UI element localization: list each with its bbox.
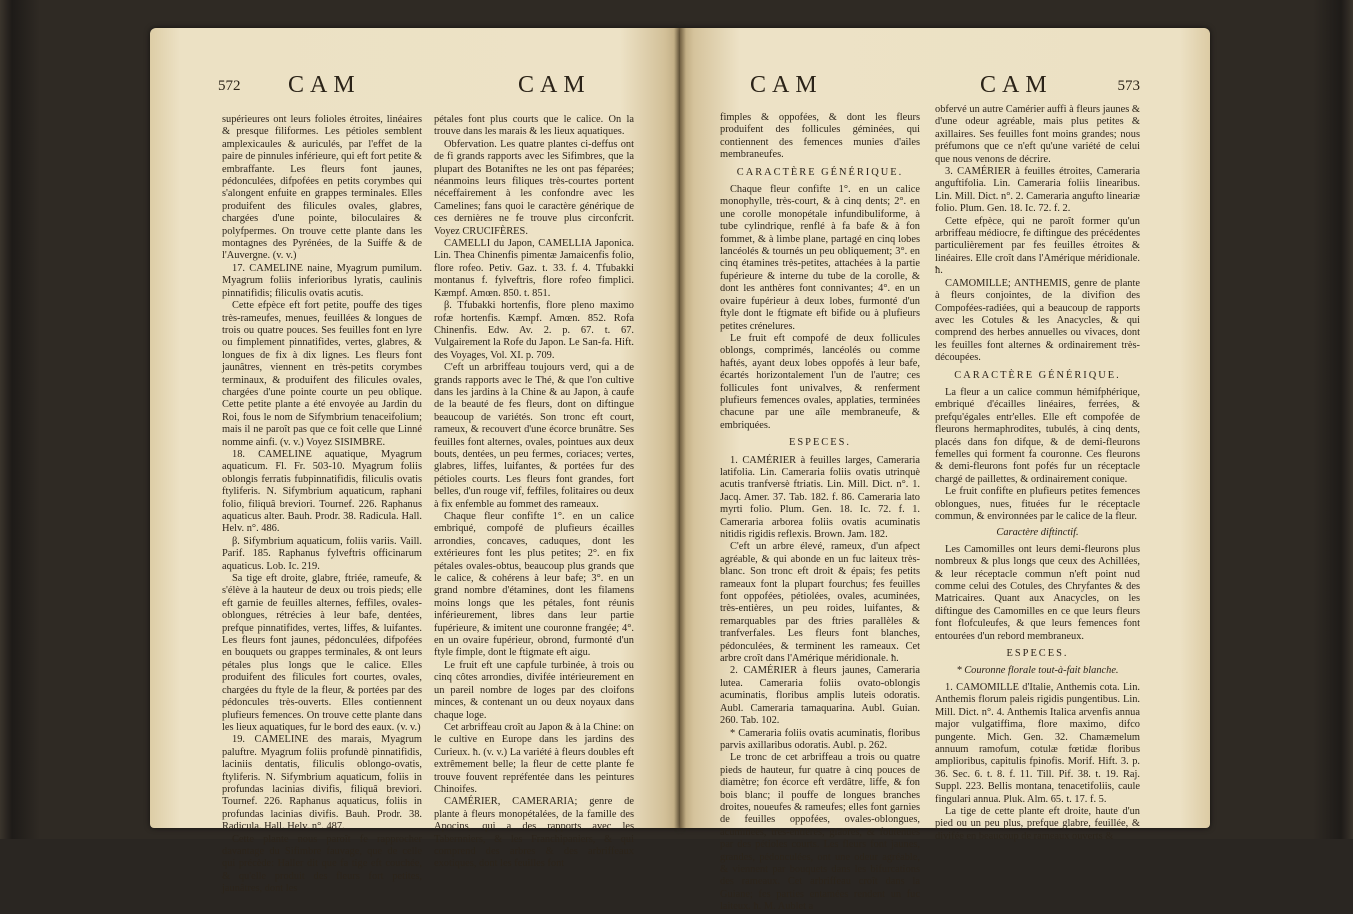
species-entry: 1. CAMÉRIER à feuilles larges, Cameraria latifolia. Lin. Cameraria foliis ovatis utrinquè acutis tranfversè ftriatis. Lin. Mill. Dict. n°. 1. Jacq. Amer. 37. Tab. 182. f. 86. Cameraria lato myrti folio. Plum. Gen. 18. Ic. 72. f. 1. Cameraria arborea foliis ovatis acuminatis nitidis rigidis reflexis. Brown. Jam. 182.	[720, 454, 920, 540]
section-title: CARACTÈRE GÉNÉRIQUE.	[736, 166, 904, 178]
species-entry: 17. CAMELINE naine, Myagrum pumilum. Myagrum foliis inferioribus lyratis, caulinis pinnatifidis; filiculis ovatis acutis.	[222, 262, 422, 299]
genus-entry: CAMOMILLE; ANTHEMIS, genre de plante à fleurs conjointes, de la divifion des Compofées-radiées, qui a beaucoup de rapports avec les Cotules & les Anacycles, & qui comprend des herbes annuelles ou vivaces, dont les feuilles font alternes & ordinairement très-découpées.	[935, 277, 1140, 364]
text-paragraph: obfervé un autre Camérier auffi à fleurs jaunes & d'une odeur agréable, mais plus petites & axillaires. Ses feuilles font moins grandes; nous préfumons que ce n'eft qu'une variété de celui que nous venons de décrire.	[935, 104, 1140, 165]
left-page-number: 572	[218, 78, 241, 94]
species-entry: 3. CAMÉRIER à feuilles étroites, Cameraria anguftifolia. Lin. Cameraria foliis linearibus. Lin. Mill. Dict. n°. 2. Cameraria angufto lineariæ folio. Plum. Gen. 18. Ic. 72. f. 2.	[935, 166, 1140, 215]
text-paragraph: Cette efpèce eft fort petite, pouffe des tiges très-rameufes, menues, feuillées & longues de trois ou quatre pouces. Ses feuilles font en lyre ou fimplement pinnatifides, vertes, glabres, & longues de fix à dix lignes. Les fleurs font jaunâtres, viennent en très-petits corymbes terminaux, & produifent des filicules ovales, chargées d'une pointe courte un peu oblique. Cette petite plante a été envoyée au Jardin du Roi, fous le nom de Sifymbrium tenaceifolium; mais il ne paroît pas que ce foit celle que Linné nomme ainfi. (v. v.) Voyez SISIMBRE.	[222, 300, 422, 448]
section-title: ESPECES.	[1006, 648, 1069, 660]
text-paragraph: C'eft un arbre élevé, rameux, d'un afpect agréable, & qui abonde en un fuc laiteux très-blanc. Son tronc eft droit & épais; fes petits rameaux font la plupart fourchus; fes feuilles font oppofées, pétiolées, ovales, acuminées, très-entières, un peu roides, luifantes, & remarquables par des ftries parallèles & tranfverfales. Les fleurs font blanches, pédonculées, & terminent les rameaux. Cet arbre croît dans l'Amérique méridionale. ħ.	[720, 541, 920, 665]
right-page-number: 573	[1117, 78, 1140, 94]
text-paragraph: Le tronc de cet arbriffeau a trois ou quatre pieds de hauteur, fur quatre à cinq pouces de diamètre; fon écorce eft verdâtre, liffe, & fon bois blanc; il pouffe de longues branches droites, noueufes & rameufes; elles font garnies de feuilles oppofées, ovales-oblongues, acuminées, très-entières, glabres, & foutenues par des pétioles courts. Les fleurs font jaunes, grandes, pédonculées, ont une odeur agréable, & viennent par bouquets dans les bifurcations des rameaux. Cet arbriffeau croît dans la Guiane; fes parties entamées rendent un fuc laiteux. ħ. M. Aublet a	[720, 752, 920, 913]
text-paragraph: La fleur a un calice commun hémifphérique, embriqué d'écailles linéaires, ferrées, & prefqu'égales entr'elles. Elle eft compofée de fleurons hermaphrodites, tubulés, à cinq dents, placés dans fon difque, & de demi-fleurons femelles qui forment fa couronne. Ces fleurons & demi-fleurons font pofés fur un réceptacle chargé de paillettes, & ordinairement conique.	[935, 386, 1140, 485]
species-entry: 19. CAMELINE des marais, Myagrum paluftre. Myagrum foliis profundè pinnatifidis, laciniis dentatis, filiculis oblongo-ovatis, ftyliferis. N. Sifymbrium aquaticum, foliis in profundas lacinias divifis, filiquâ breviori. Tournef. 226. Raphanus aquaticus, foliis in profundas lacinias divifis. Bauh. Prodr. 38. Radicula. Hall. Helv. n°. 487.	[222, 734, 422, 833]
text-paragraph: C'eft un arbriffeau toujours verd, qui a de grands rapports avec le Thé, & que l'on cultive dans les jardins à la Chine & au Japon, à caufe de la beauté de fes fleurs, dont on diftingue beaucoup de variétés. Son tronc eft court, rameux, & recouvert d'une écorce brunâtre. Ses feuilles font alternes, ovales, pointues aux deux bouts, dentées, un peu fermes, coriaces; vertes, glabres, liffes, luifantes, & portées fur des pétioles courts. Les fleurs font grandes, fort belles, d'un rouge vif, feffiles, folitaires ou deux à fix enfemble au fommet des rameaux.	[434, 362, 634, 510]
left-column-1	[222, 114, 422, 896]
section-title: ESPECES.	[789, 437, 851, 449]
text-paragraph: fimples & oppofées, & dont les fleurs produifent des follicules géminées, qui contiennent des femences munies d'ailes membraneufes.	[720, 112, 920, 161]
species-entry: 2. CAMÉRIER à fleurs jaunes, Cameraria lutea. Cameraria foliis ovato-oblongis acuminatis, floribus amplis luteis odoratis. Aubl. Cameraria tamaquarina. Aubl. Guian. 260. Tab. 102.	[720, 665, 920, 727]
text-paragraph: Chaque fleur confifte 1°. en un calice embriqué, compofé de plufieurs écailles arrondies, concaves, caduques, dont les extérieures font les plus petites; 2°. en fix pétales ovales-obtus, beaucoup plus grands que le calice, & cohérens à leur bafe; 3°. en un grand nombre d'étamines, dont les filamens moins longs que les pétales, font réunis inférieurement, libres dans leur partie fupérieure, & imitent une couronne frangée; 4°. en un ovaire fupérieur, obrond, furmonté d'un ftyle fimple, dont le ftigmate eft aigu.	[434, 511, 634, 659]
right-page	[680, 28, 1210, 913]
left-column-2	[434, 114, 634, 871]
variety-entry: * Cameraria foliis ovatis acuminatis, floribus parvis axillaribus odoratis. Aubl. p. 262.	[720, 727, 920, 751]
book-gutter	[674, 28, 686, 828]
left-page-header	[218, 72, 638, 102]
right-column-2	[935, 104, 1140, 843]
subsection-title: * Couronne florale tout-à-fait blanche.	[956, 665, 1119, 677]
text-paragraph: Cette plante nous paroît fe rapprocher davantage du Sifimbre fauvage, que de celle qui précède: Haller dit que fa tige eft couchée, & qu'elle produit des fleurs fort petites, jaunâtres, dont les	[222, 833, 422, 895]
text-paragraph: Les Camomilles ont leurs demi-fleurons plus nombreux & plus longs que ceux des Achillées, & leur réceptacle commun n'eft point nud comme celui des Cotules, des Chryfantes & des Matricaires. Quant aux Anacycles, on les diftingue des Camomilles en ce que leurs fleurs font flofculeufes, & que leurs femences font entourées d'un rebord membraneux.	[935, 543, 1140, 642]
section-title: CARACTÈRE GÉNÉRIQUE.	[954, 369, 1121, 381]
right-running-head-1: CAM	[750, 72, 823, 98]
text-paragraph: Sa tige eft droite, glabre, ftriée, rameufe, & s'élève à la hauteur de deux ou trois pieds; elle eft garnie de feuilles alternes, feffiles, ovales-oblongues, rétrécies à leur bafe, dentées, prefque pinnatifides, vertes, liffes, & luifantes. Les fleurs font jaunes, pédonculées, difpofées en bouquets ou grappes terminales, & ont leurs pétales plus longs que le calice. Elles produifent des filicules fort courtes, ovales, chargées du ftyle de la fleur, & portées par des pédoncules très-ouverts. Elles contiennent plufieurs femences. On trouve cette plante dans les lieux aquatiques, fur le bord des eaux. (v. v.)	[222, 573, 422, 733]
species-entry: 1. CAMOMILLE d'Italie, Anthemis cota. Lin. Anthemis florum paleis rigidis pungentibus. Lin. Mill. Dict. n°. 4. Anthemis Italica arvenfis annua major vulgatiffima, flore maximo, difco pungente. Mich. Gen. 32. Chamæmelum annuum ramofum, cotulæ fœtidæ floribus amplioribus, capitulis fpinofis. Morif. Hift. 3. p. 36. Sec. 6. t. 8. f. 11. Till. Pif. 38. t. 19. Raj. Suppl. 223. Bellis montana, tenacetifoliis, caule fingulari annua. Pluk. Alm. 65. t. 17. f. 5.	[935, 681, 1140, 805]
right-column-1	[720, 112, 920, 914]
text-paragraph: La tige de cette plante eft droite, haute d'un pied ou un peu plus, prefque glabre, feuillée, & divifée en beaucoup de rameaux ouverts &	[935, 805, 1140, 842]
genus-entry: CAMELLI du Japon, CAMELLIA Japonica. Lin. Thea Chinenfis pimentæ Jamaicenfis folio, flore rofeo. Petiv. Gaz. t. 33. f. 4. Tfubakki montanus f. fylveftris, flore rofeo fimplici. Kæmpf. Amœn. 850. t. 851.	[434, 238, 634, 299]
text-paragraph: Le fruit confifte en plufieurs petites femences oblongues, nues, fituées fur le réceptacle commun, & environnées par le calice de la fleur.	[935, 486, 1140, 522]
left-running-head-2: CAM	[518, 72, 591, 98]
text-paragraph: Cette efpèce, qui ne paroît former qu'un arbriffeau médiocre, fe diftingue des précédentes particulièrement par fes feuilles étroites & linéaires. Elle croît dans l'Amérique méridionale. ħ.	[935, 215, 1140, 277]
text-paragraph: Cet arbriffeau croît au Japon & à la Chine: on le cultive en Europe dans les jardins des Curieux. ħ. (v. v.) La variété à fleurs doubles eft extrêmement belle; la fleur de cette plante fe trouve fouvent repréfentée dans les peintures Chinoifes.	[434, 721, 634, 795]
text-paragraph: Le fruit eft compofé de deux follicules oblongs, comprimés, lancéolés ou comme haftés, ayant deux lobes oppofés à leur bafe, écartés horizontalement l'un de l'autre; ces follicules font univalves, & renferment plufieurs femences ovales, applaties, terminées chacune par une aîle membraneufe, & embriquées.	[720, 332, 920, 431]
genus-entry: CAMÉRIER, CAMERARIA; genre de plante à fleurs monopétalées, de la famille des Apocins, qui a des rapports avec les Tabernniers, & les Franchipaniers, & qui comprend des arbres & des arbriffeaux exotiques, dont les feuilles font	[434, 796, 634, 870]
text-paragraph: Chaque fleur confifte 1°. en un calice monophylle, très-court, & à cinq dents; 2°. en une corolle monopétale infundibuliforme, à tube cylindrique, renflé à fa bafe & à fon fommet, & à limbe plane, partagé en cinq lobes lancéolés & tournés un peu obliquement; 3°. en cinq étamines très-petites, attachées à la partie fupérieure & interne du tube de la corolle, & dont les anthères font connivantes; 4°. en un ovaire fupérieur à deux lobes, furmonté d'un ftyle dont le ftigmate eft bifide ou à plufieurs petites crénelures.	[720, 184, 920, 332]
right-page-header	[720, 72, 1140, 102]
text-paragraph: pétales font plus courts que le calice. On la trouve dans les marais & les lieux aquatiques.	[434, 114, 634, 138]
text-paragraph: Le fruit eft une capfule turbinée, à trois ou cinq côtes arrondies, divifée intérieurement en un pareil nombre de loges par des cloifons minces, & contenant un ou deux noyaux dans chaque loge.	[434, 659, 634, 721]
variety-entry: β. Tfubakki hortenfis, flore pleno maximo rofæ hortenfis. Kæmpf. Amœn. 852. Rofa Chinenfis. Edw. Av. 2. p. 67. t. 67. Vulgairement la Rofe du Japon. Le San-fa. Hift. des Voyages, Vol. XI. p. 709.	[434, 300, 634, 361]
left-page	[150, 28, 680, 895]
observation-paragraph: Obfervation. Les quatre plantes ci-deffus ont de fi grands rapports avec les Sifimbres, que la plupart des Botaniftes ne les ont pas féparées; néanmoins leurs filiques très-courtes portent néceffairement à les confondre avec les Camelines; fans quoi le caractère générique de ces dernières ne fe trouve plus circonfcrit. Voyez CRUCIFÈRES.	[434, 138, 634, 237]
species-entry: 18. CAMELINE aquatique, Myagrum aquaticum. Fl. Fr. 503-10. Myagrum foliis oblongis ferratis fubpinnatifidis, filiculis ovatis ftyliferis. N. Sifymbrium aquaticum, raphani folio, filiquâ breviori. Tournef. 226. Raphanus aquaticus alter. Bauh. Prodr. 38. Radicula. Hall. Helv. n°. 486.	[222, 448, 422, 535]
open-book	[150, 28, 1210, 913]
subsection-title: Caractère diftinctif.	[996, 527, 1079, 539]
text-paragraph: supérieures ont leurs folioles étroites, linéaires & presque filiformes. Les pétioles semblent amplexicaules & auriculés, par l'effet de la paire de pinnules inférieure, qui eft fort petite & embraffante. Les fleurs font jaunes, pédonculées, difpofées en petits corymbes qui s'alongent enfuite en grappes terminales. Elles produifent des filicules ovales, glabres, chargées d'une pointe, biloculaires & polyfpermes. On trouve cette plante dans les montagnes des Pyrénées, de la Suiffe & de l'Auvergne. (v. v.)	[222, 114, 422, 262]
right-running-head-2: CAM	[980, 72, 1053, 98]
left-running-head-1: CAM	[288, 72, 361, 98]
variety-entry: β. Sifymbrium aquaticum, foliis variis. Vaill. Parif. 185. Raphanus fylveftris officinarum aquaticus. Lob. Ic. 219.	[222, 535, 422, 572]
